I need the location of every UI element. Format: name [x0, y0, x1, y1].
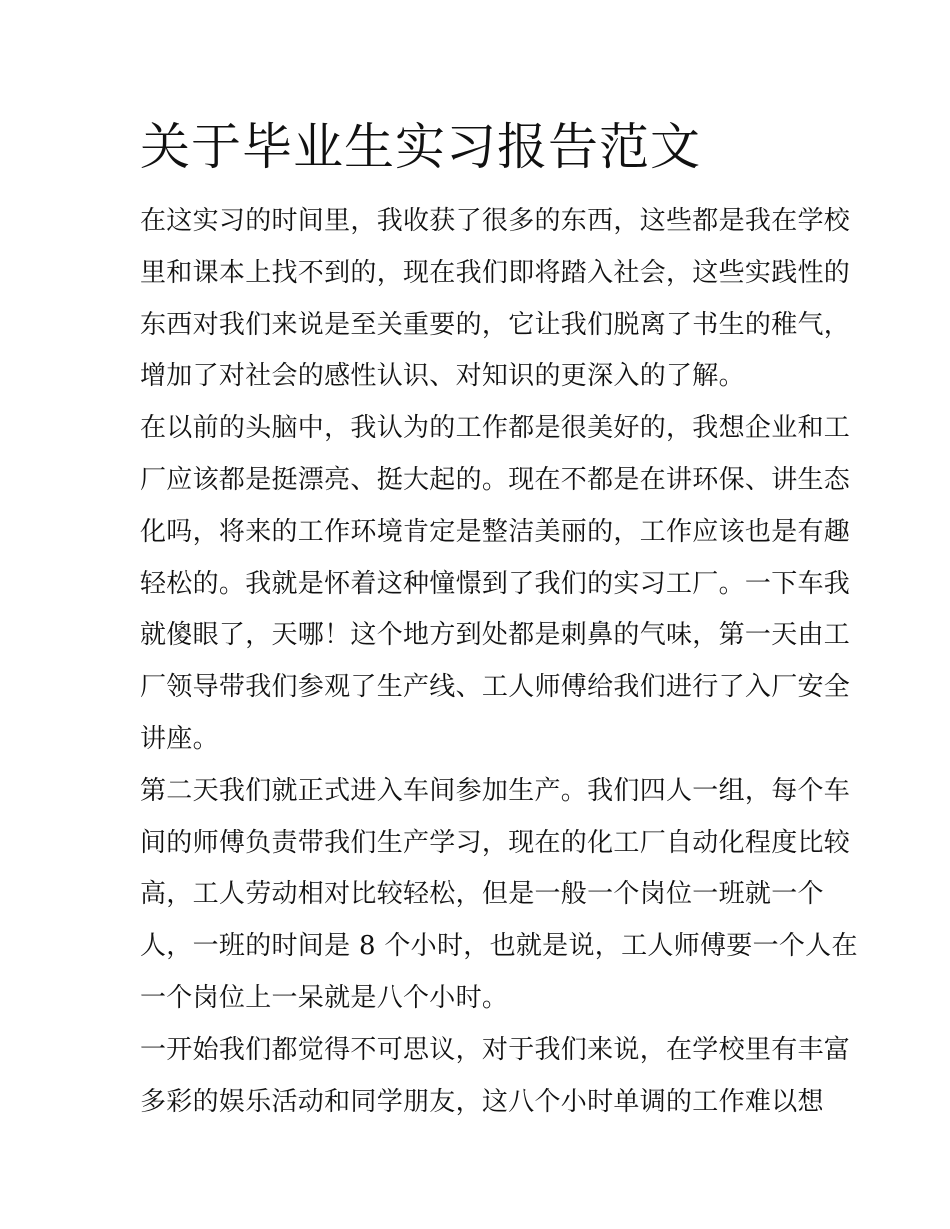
- document-title: 关于毕业生实习报告范文: [140, 118, 701, 176]
- body-line: 轻松的。我就是怀着这种憧憬到了我们的实习工厂。一下车我: [140, 568, 851, 599]
- body-line: 间的师傅负责带我们生产学习，现在的化工厂自动化程度比较: [140, 827, 851, 858]
- body-line: 在这实习的时间里，我收获了很多的东西，这些都是我在学校: [140, 206, 851, 236]
- body-line: 一开始我们都觉得不可思议，对于我们来说，在学校里有丰富: [140, 1034, 851, 1065]
- body-line: 多彩的娱乐活动和同学朋友，这八个小时单调的工作难以想: [140, 1086, 824, 1117]
- body-line: 讲座。: [140, 723, 219, 754]
- body-line: 第二天我们就正式进入车间参加生产。我们四人一组，每个车: [140, 775, 851, 806]
- body-line: 在以前的头脑中，我认为的工作都是很美好的，我想企业和工: [140, 413, 851, 444]
- document-body: [140, 196, 858, 1128]
- body-line: 高，工人劳动相对比较轻松，但是一般一个岗位一班就一个: [140, 879, 824, 910]
- body-line: 厂领导带我们参观了生产线、工人师傅给我们进行了入厂安全: [140, 672, 851, 703]
- body-line: 增加了对社会的感性认识、对知识的更深入的了解。: [140, 361, 745, 392]
- body-line: 厂应该都是挺漂亮、挺大起的。现在不都是在讲环保、讲生态: [140, 464, 851, 495]
- body-line: 化吗，将来的工作环境肯定是整洁美丽的，工作应该也是有趣: [140, 516, 851, 547]
- body-line: 就傻眼了，天哪！这个地方到处都是刺鼻的气味，第一天由工: [140, 620, 851, 651]
- body-line: 里和课本上找不到的，现在我们即将踏入社会，这些实践性的: [140, 257, 851, 288]
- body-line: 人，一班的时间是 8 个小时，也就是说，工人师傅要一个人在: [140, 931, 858, 962]
- body-line: 一个岗位上一呆就是八个小时。: [140, 982, 509, 1013]
- body-line: 东西对我们来说是至关重要的，它让我们脱离了书生的稚气，: [140, 309, 851, 340]
